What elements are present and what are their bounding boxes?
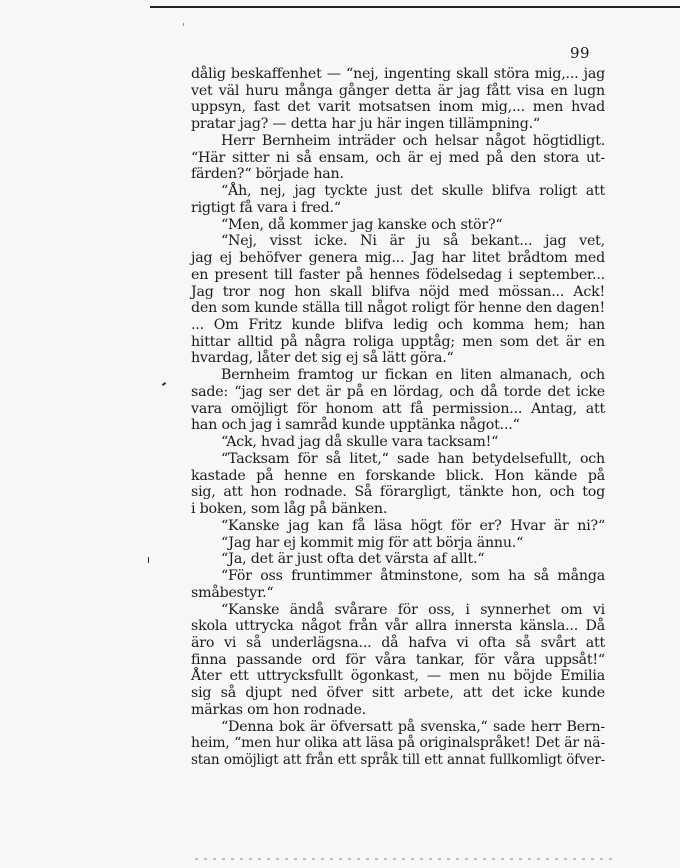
- text-line: uppsyn, fast det varit motsatsen inom mig,... men hvad: [191, 99, 605, 116]
- text-line: i boken, som låg på bänken.: [191, 501, 388, 518]
- text-line: vet väl huru många gånger detta är jag fått visa en lugn: [191, 82, 605, 99]
- text-line: jag ej behöfver genera mig... Jag har litet brådtom med: [191, 250, 605, 267]
- text-line: Herr Bernheim inträder och helsar något högtidligt.: [221, 132, 605, 149]
- body-text: [191, 66, 605, 769]
- text-line: kastade på henne en forskande blick. Hon kände på: [191, 467, 605, 484]
- text-line: sig, att hon rodnade. Så förargligt, tänkte hon, och tog: [191, 484, 605, 501]
- text-line: “Här sitter ni så ensam, och är ej med på den stora ut-: [191, 149, 605, 166]
- text-line: “Denna bok är öfversatt på svenska,“ sade herr Bern-: [221, 718, 605, 735]
- text-line: en present till faster på hennes födelsedag i september...: [191, 266, 605, 283]
- margin-mark: [148, 557, 149, 563]
- text-line: “Ack, hvad jag då skulle vara tacksam!“: [221, 434, 499, 451]
- margin-mark: [183, 23, 184, 26]
- text-line: äro vi så underlägsna... då hafva vi ofta så svårt att: [191, 634, 605, 651]
- text-line: heim, “men hur olika att läsa på originalspråket! Det är nä-: [191, 735, 605, 752]
- text-line: “För oss fruntimmer åtminstone, som ha så många: [221, 568, 605, 585]
- text-line: “Kanske ändå svårare för oss, i synnerhet om vi: [221, 601, 605, 618]
- text-line: färden?“ började han.: [191, 166, 344, 183]
- text-line: han och jag i samråd kunde upptänka något...“: [191, 417, 520, 434]
- text-line: sig så djupt ned öfver sitt arbete, att det icke kunde: [191, 685, 605, 702]
- top-rule: [150, 6, 680, 8]
- bottom-edge-noise: [195, 858, 615, 860]
- text-line: märkas om hon rodnade.: [191, 701, 366, 718]
- margin-mark: [162, 382, 166, 386]
- text-line: “Nej, visst icke. Ni är ju så bekant... jag vet,: [221, 233, 605, 250]
- text-line: hvardag, låter det sig ej så lätt göra.“: [191, 350, 454, 367]
- text-line: “Ja, det är just ofta det värsta af allt.“: [221, 551, 485, 568]
- text-line: dålig beskaffenhet — “nej, ingenting skall störa mig,... jag: [191, 66, 605, 82]
- text-line: finna passande ord för våra tankar, för våra uppsåt!“: [191, 651, 605, 668]
- text-line: vara omöjligt för honom att få permission... Antag, att: [191, 400, 605, 417]
- page-number: 99: [570, 44, 591, 62]
- text-line: “Jag har ej kommit mig för att börja ännu.“: [221, 534, 524, 551]
- text-line: “Åh, nej, jag tyckte just det skulle blifva roligt att: [221, 183, 605, 200]
- text-line: rigtigt få vara i fred.“: [191, 199, 341, 216]
- text-line: sade: “jag ser det är på en lördag, och då torde det icke: [191, 383, 605, 400]
- text-line: Åter ett uttrycksfullt ögonkast, — men nu böjde Emilia: [191, 668, 605, 685]
- text-line: den som kunde ställa till något roligt för henne den dagen!: [191, 300, 605, 317]
- text-line: pratar jag? — detta har ju här ingen tillämpning.“: [191, 116, 540, 133]
- text-line: Bernheim framtog ur fickan en liten almanach, och: [221, 367, 605, 384]
- text-line: hittar alltid på några roliga upptåg; men som det är en: [191, 333, 605, 350]
- text-line: Jag tror nog hon skall blifva nöjd med mössan... Ack!: [191, 283, 605, 300]
- text-line: skola uttrycka något från vår allra innersta känsla... Då: [191, 618, 605, 635]
- text-line: “Men, då kommer jag kanske och stör?“: [221, 216, 503, 233]
- text-line: “Kanske jag kan få läsa högt för er? Hvar är ni?“: [221, 517, 605, 534]
- text-line: “Tacksam för så litet,“ sade han betydelsefullt, och: [221, 450, 605, 467]
- text-line: småbestyr.“: [191, 584, 274, 601]
- text-line: stan omöjligt att från ett språk till ett annat fullkomligt öfver-: [191, 752, 605, 769]
- text-line: ... Om Fritz kunde blifva ledig och komma hem; han: [191, 317, 605, 334]
